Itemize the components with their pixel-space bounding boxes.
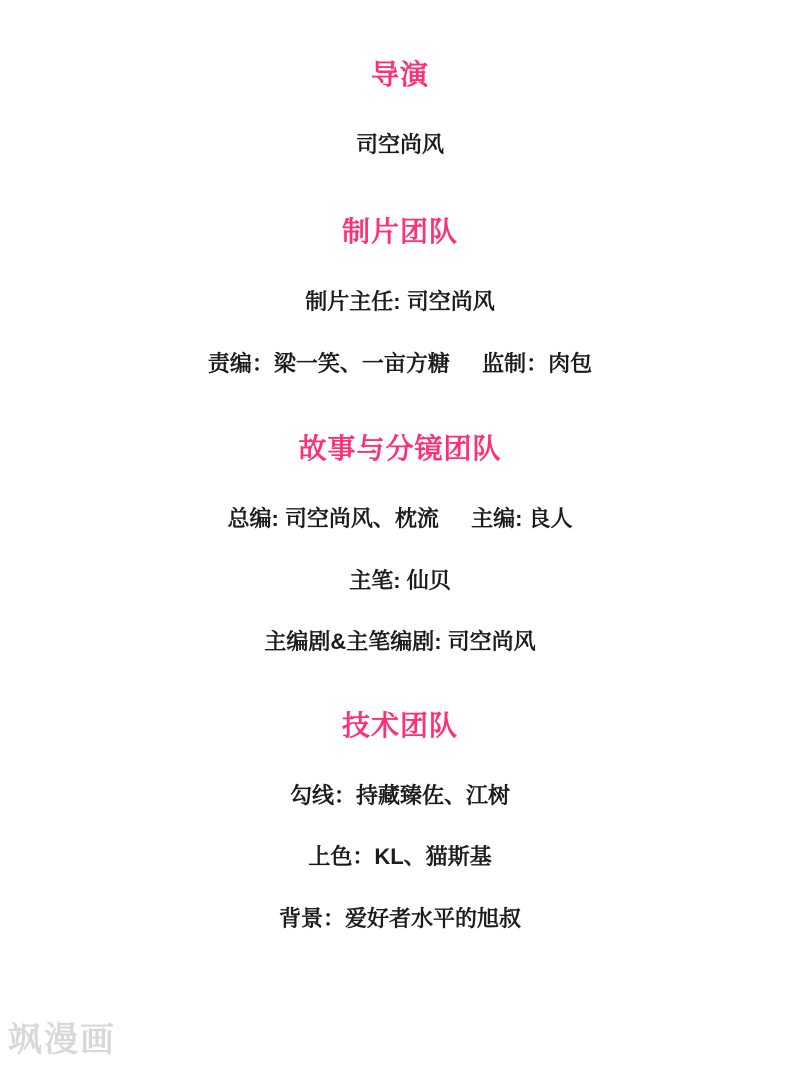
credit-line-part: 责编：梁一笑、一亩方糖 bbox=[207, 350, 450, 376]
section-title-technical: 技术团队 bbox=[341, 709, 458, 741]
credit-line: 司空尚风 bbox=[355, 131, 444, 157]
section-title-story: 故事与分镜团队 bbox=[298, 433, 502, 465]
credit-line: 制片主任: 司空尚风 bbox=[305, 288, 495, 314]
credits-section-story bbox=[40, 378, 760, 657]
credit-line bbox=[40, 504, 760, 534]
credit-line: 勾线：持藏臻佐、江树 bbox=[289, 782, 510, 808]
credits-section-production bbox=[40, 159, 760, 378]
credit-line-part: 监制：肉包 bbox=[482, 350, 593, 376]
credit-line: 上色：KL、猫斯基 bbox=[308, 844, 492, 870]
credit-line: 主编剧&主笔编剧: 司空尚风 bbox=[264, 629, 536, 655]
credit-line: 主笔: 仙贝 bbox=[349, 567, 451, 593]
credit-line: 背景：爱好者水平的旭叔 bbox=[278, 905, 521, 931]
credit-line bbox=[40, 349, 760, 379]
credit-line-part: 总编: 司空尚风、枕流 bbox=[227, 505, 439, 531]
credit-line-part: 主编: 良人 bbox=[471, 505, 573, 531]
credits-section-director bbox=[40, 30, 760, 159]
section-title-production: 制片团队 bbox=[341, 216, 458, 248]
credits-section-technical bbox=[40, 657, 760, 934]
watermark: 飒漫画 bbox=[8, 1021, 116, 1059]
section-title-director: 导演 bbox=[370, 59, 429, 90]
